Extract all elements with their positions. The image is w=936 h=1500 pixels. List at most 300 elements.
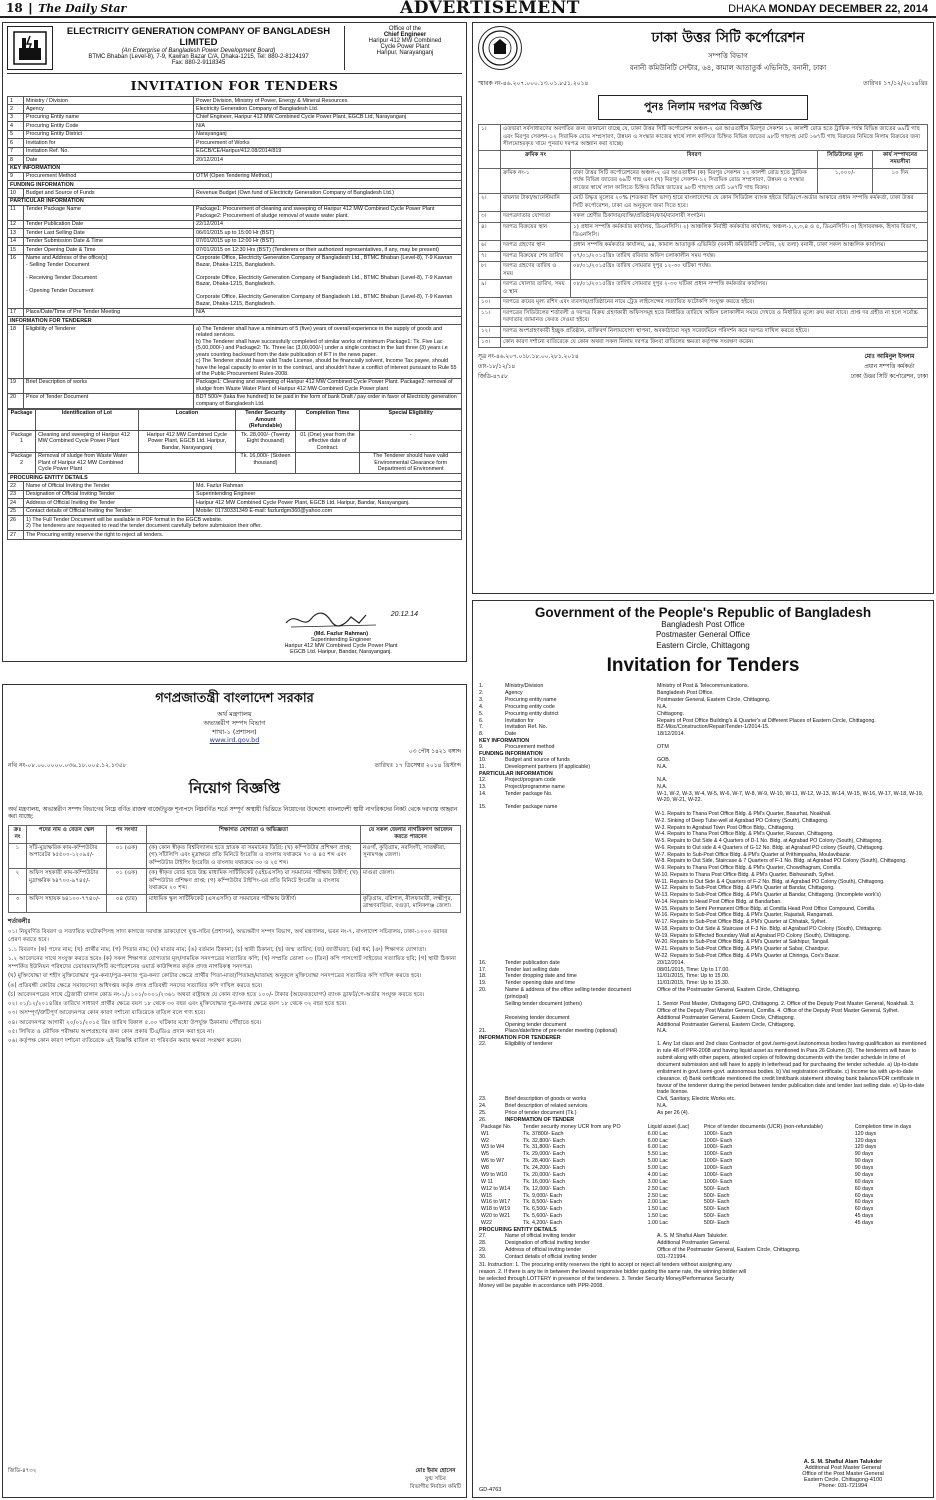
table-row	[479, 308, 928, 326]
row-label: Tender package name	[505, 804, 558, 811]
ref-line: সূত্র নং-৪৬.২০৭.০১৮.১৮.০০.২৮১.২০১৪	[478, 354, 579, 361]
table-row	[479, 262, 928, 280]
column-header: Completion time in days	[854, 1123, 912, 1130]
row-label: Tender package No.	[505, 790, 553, 797]
row-value: Office of the Postmaster General, Eastern Circle, Chittagong.	[657, 987, 801, 994]
row-value: OTM (Open Tendering Method.)	[194, 172, 462, 180]
row-label: Invitation for	[505, 717, 534, 724]
column-header: Tender Security Amount (Refundable)	[236, 409, 296, 430]
row-number: 26	[8, 516, 24, 531]
signatory-name: মোঃ ইমাম হোসেন	[415, 1468, 456, 1474]
row-value: Procurement of Works	[194, 139, 462, 147]
row-label: দরপত্র গ্রহণের স্থান	[501, 241, 571, 252]
row-label: Invitation Ref. No.	[505, 724, 548, 731]
section-heading: INFORMATION FOR TENDERER	[479, 1035, 561, 1042]
table-cell: 6.00 Lac	[647, 1130, 668, 1137]
ird-intro: অর্থ মন্ত্রণালয়, অভ্যন্তরীণ সম্পদ বিভাগের নিম্নে বর্ণিত রাজস্ব বাজেটভুক্ত শূন্যপদে নিম্নবর্ণিত শর্তে সম্পূর্ণ অস্থায়ী ভিত্তিতে নিয়োগের উদ্দেশ্যে বাংলাদেশী স্থায়ী নাগরিকদের নিকট থেকে দরখাস্ত আহ্বান করা যাচ্ছে:	[8, 807, 458, 821]
condition-item: (চ) আবেদনপত্রের সাথে ট্রেজারী চালান কোড নং-১/১১০১/০০০১/২৩৬১ অথবা রাষ্ট্রায়ত্ত যে কোন ব্যাংক হতে ১০০/- টাকার (অফেরতযোগ্য) ব্যাংক ড্রাফট/পে-অর্ডার সংযুক্ত করতে হবে।	[8, 991, 425, 998]
separator: |	[28, 1, 33, 15]
row-value: N.A.	[657, 1103, 668, 1110]
row-label: Procuring Entity District	[24, 130, 194, 138]
ird-date-bn: ০৩ পৌষ ১৪২১ বঙ্গাব্দ	[408, 749, 461, 756]
row-value: Haripur 412 MW Combined Cycle Power Plant, EGCB Ltd. Haripur, Bandar, Narayanganj.	[194, 499, 462, 507]
page-number: 18	[6, 1, 23, 15]
table-cell: 1000/- Each	[703, 1137, 733, 1144]
row-label: Tender Package Name	[24, 205, 194, 220]
table-row	[479, 1186, 927, 1193]
row-number: 28.	[479, 1239, 487, 1246]
row-value: Chittagong.	[657, 710, 685, 717]
row-value: Ministry of Post & Telecommunications.	[657, 683, 750, 690]
package-item: W-9. Repairs to Thana Post Office Bldg. & PM's Quarter, Chowdhagram, Comilla.	[655, 865, 842, 872]
row-number: 18.	[479, 973, 487, 980]
ird-notice-title: নিয়োগ বিজ্ঞপ্তি	[188, 779, 281, 798]
package-item: W-5. Repairs to Out Side & 4 Quarters of D-1 No. Bldg. at Agrabad PO Colony (South), Chittagong.	[655, 838, 883, 845]
post-government: Government of the People's Republic of Bangladesh	[534, 605, 872, 620]
package-item: W-2. Sinking of Deep Tube-well at Agrabad PO Colony (South), Chittagong.	[655, 817, 829, 824]
row-value: a) The Tenderer shall have a minimum of 5 (five) years of overall experience in the supply of goods and related services. b) The Tenderer shall have successfully completed of similar works of minimum Package1: Tk. Five Lac (5,00,000/-) and Package2: Tk. Three lac (3,00,000/-) under a single contract in the last three (3) years i.e years counting backward from the date publication of IFT in the news paper. c) The Tenderer should have valid Trade License, should be financially solvent, Income Tax payee, should have the legal capacity to enter in to the contract, and shouldn't have a conflict of interest pursuant to Rule 55 of the Public Procurement Rules-2008.	[194, 325, 462, 379]
table-row	[479, 168, 928, 194]
row-number: 7.	[479, 724, 484, 731]
row-value: প্রধান সম্পত্তি কর্মকর্তার কার্যালয়, ৬৪, কামাল আতাতুর্ক এভিনিউ (বনানী কমিউনিটি সেন্টার, ২য় তলা) বনানী, ঢাকা সকল আঞ্চলিক কার্যালয়।	[571, 241, 928, 252]
info-grid	[479, 1096, 927, 1117]
row-label: Place/Date/Time of Pre Tender Meeting	[24, 308, 194, 316]
office-of-chief-engineer	[344, 26, 462, 70]
table-cell: 1000/- Each	[703, 1165, 733, 1172]
table-row	[479, 241, 928, 252]
row-value: As per 26 (4).	[657, 1110, 690, 1117]
row-number: 15.	[479, 804, 487, 811]
table-row	[8, 482, 462, 490]
table-row	[8, 147, 462, 155]
row-number: 1.	[479, 683, 484, 690]
table-cell: 500/- Each	[703, 1213, 730, 1220]
row-value: Package1: Cleaning and sweeping of Haripur 412 MW Combined Cycle Power Plant. Package2: removal of sludge from Waste Water Plant of Haripur 412 MW Combined Cycle Power plant	[194, 378, 462, 393]
column-header: Package No.	[481, 1123, 512, 1130]
dncc-header	[478, 26, 928, 74]
row-number: 5	[8, 130, 24, 138]
row-label: Selling tender document (others)	[505, 1000, 582, 1007]
table-cell: ০৪ (চার)	[107, 894, 147, 912]
row-value: 20/12/2014.	[657, 959, 685, 966]
table-cell: 3.00 Lac	[647, 1178, 668, 1185]
table-cell: 1.00 Lac	[647, 1220, 668, 1227]
table-cell: W8	[481, 1165, 489, 1172]
table-row	[8, 246, 462, 254]
table-row	[8, 393, 462, 408]
table-cell: 120 days	[854, 1137, 877, 1144]
row-value: GOB.	[657, 757, 671, 764]
table-cell: মাগুরা জেলা।	[361, 869, 461, 895]
dncc-signature	[851, 352, 928, 382]
office-line: Chief Engineer	[383, 32, 427, 38]
row-value: N.A.	[657, 703, 668, 710]
table-row	[479, 337, 928, 348]
row-number: ১০।	[479, 298, 501, 309]
table-cell: W18 to W19	[481, 1206, 511, 1213]
info-grid	[479, 744, 927, 751]
section-heading: PARTICULAR INFORMATION	[479, 770, 553, 777]
row-value: 1. Senior Post Master, Chittagong GPO, Chittagong. 2. Office of the Deputy Post Master General, Noakhali. 3. Office of the Deputy Post Master General, Comilla. 4. Office of the Deputy Post Master General, Sylhet.	[657, 1000, 915, 1014]
column-header: ক্রঃ নং	[9, 825, 27, 843]
ird-branch: শাখা-১ (প্রশাসন)	[212, 727, 257, 736]
dncc-emblem	[478, 26, 522, 70]
table-row	[8, 516, 462, 531]
table-cell: W9 to W10	[481, 1171, 508, 1178]
intro-text: এতদ্বারা সর্বসাধারণের অবগতির জন্য জানানো যাচ্ছে যে, ঢাকা উত্তর সিটি কর্পোরেশন অঞ্চল-২ এর আওতাধীন মিরপুর সেকশন ১২ কালশী রোড হতে ট্রাফিক পর্যন্ত বিভিন্ন জাতের ৬৯টি গাছ এবং মিরপুর সেকশন-১২ সিরামিক রোড সম্প্রসারণ, উন্নয়ন ও সংস্কার কাজের স্বার্থে লাল কালিতে চিহ্নিত বিভিন্ন জাতের ৯৮টি গাছসহ মোট ১৬৭টি গাছ বিক্রয়ের নিমিত্তে নিলাম বিক্রয়ের জন্য সীলমোহরকৃত খামে পুনরায় দরপত্র আহ্বান করা যাচ্ছে।	[501, 125, 928, 151]
table-row	[479, 1131, 927, 1138]
egcb-table-key	[7, 172, 462, 181]
column-header: পদ সংখ্যা	[107, 825, 147, 843]
table-cell: মাধ্যমিক স্কুল সার্টিফিকেট (এসএসসি) বা সমমানের পরীক্ষায় উত্তীর্ণ।	[147, 894, 361, 912]
table-cell: W2	[481, 1137, 489, 1144]
table-row	[8, 130, 462, 138]
row-number: 22	[8, 482, 24, 490]
row-value: BDT 500/= (taka five hundred) to be paid in the form of bank Draft / pay order in favor of Electricity generation company of Bangladesh Ltd.	[194, 393, 462, 408]
row-number: 2	[8, 105, 24, 113]
post-body	[479, 683, 927, 1290]
section-heading: KEY INFORMATION	[7, 165, 462, 172]
egcb-package-table	[7, 409, 462, 474]
table-cell: W22	[481, 1220, 492, 1227]
table-row	[479, 1213, 927, 1220]
signatory-line: EGCB Ltd. Haripur, Bandar, Narayanganj.	[290, 649, 392, 655]
package-item: W-3. Repairs to Agrabad Town Post Office Bldg., Chittagong.	[655, 824, 795, 831]
table-cell: Package 2	[8, 452, 36, 473]
table-cell: ৩	[9, 894, 27, 912]
row-label: Procuring Entity name	[24, 113, 194, 121]
table-cell: 1000/- Each	[703, 1178, 733, 1185]
column-header: Location	[138, 409, 235, 430]
condition-item: ০৫। লিখিত ও মৌখিক পরীক্ষায় অংশগ্রহণের জন্য কোন প্রকার টিএ/ডিএ প্রদান করা হবে না।	[8, 1028, 215, 1035]
row-label: Tender Opening Date & Time	[24, 246, 194, 254]
row-label: Price of tender document (Tk.)	[505, 1110, 577, 1117]
condition-item: ০৪। আবেদনপত্র আগামী ২০/০১/২০১৫ খ্রিঃ তারিখ বিকাল ৫.০০ ঘটিকার মধ্যে উপর্যুক্ত ঠিকানায় পৌঁছাতে হবে।	[8, 1019, 262, 1026]
row-number: ২।	[479, 194, 501, 212]
row-number: 8.	[479, 731, 484, 738]
package-item: W-18. Repairs to Out Side & Staircase of F-3 No. Bldg. at Agrabad PO Colony (South), Chittagong.	[655, 925, 883, 932]
table-cell: 01 (One) year from the effective date of Contract.	[295, 431, 360, 452]
row-number: 27	[8, 531, 24, 539]
table-cell: 90 days	[854, 1171, 874, 1178]
package-list	[655, 811, 927, 960]
row-value: দরপত্রে ক্রয়ের মূল্য রশিদ এবং ব্যবসায়/প্রতিষ্ঠানের নামে ট্রেড লাইসেন্সের সত্যায়িত ফটোকপি সংযুক্ত করতে হইবে।	[501, 298, 928, 309]
row-value: Postmaster General, Eastern Circle, Chittagong.	[657, 696, 771, 703]
row-number: ৬।	[479, 241, 501, 252]
row-value: Mobile: 01730331349 E-mail: fazlurdgm360@yahoo.com	[194, 507, 462, 515]
office-line: Office of the	[388, 26, 422, 32]
egcb-table-procuring	[7, 481, 462, 539]
package-item: W-8. Repairs to Out Side, Staircase & 7 Quarters of F-1 No. Bldg. at Agrabad PO Colony (South), Chittagong.	[655, 858, 907, 865]
row-number: 10.	[479, 757, 487, 764]
table-row	[479, 1138, 927, 1145]
row-label: Budget and Source of Funds	[24, 189, 194, 197]
dncc-table	[478, 124, 928, 348]
city-emblem-icon	[481, 29, 519, 67]
row-label: Budget and source of funds	[505, 757, 570, 764]
gd-number: জিডি-৪৭৩২	[8, 1468, 37, 1474]
row-value: 20/12/2014	[194, 156, 462, 164]
package-item: W-14. Repairs to Head Post Office Bldg. at Bandarban.	[655, 898, 782, 905]
table-cell: 1.50 Lac	[647, 1206, 668, 1213]
company-subtitle: (An Enterprise of Bangladesh Power Development Board)	[121, 48, 276, 54]
row-value: 031-721994.	[657, 1253, 687, 1260]
row-label: Place/date/time of pre-tender meeting (optional)	[505, 1028, 618, 1035]
table-row	[8, 105, 462, 113]
signatory-line: Additional Post Master General	[804, 1465, 882, 1471]
table-cell: 45 days	[854, 1220, 874, 1227]
table-row	[8, 325, 462, 379]
table-cell: সাঁট-মুদ্রাক্ষরিক কাম-কম্পিউটার অপারেটর ৳৫৫০০-১২০৯৫/-	[27, 843, 107, 869]
table-cell: Haripur 412 MW Combined Cycle Power Plant, EGCB Ltd. Haripur, Bandar, Narayanganj	[138, 431, 235, 452]
table-cell: (ক) কোন স্বীকৃত বিশ্ববিদ্যালয় হতে স্নাতক বা সমমানের ডিগ্রি; (খ) কম্পিউটার প্রশিক্ষণ প্রাপ্ত; (গ) সাঁটলিপি এবং মুদ্রাক্ষরে প্রতি মিনিটে ইংরেজি ও বাংলায় যথাক্রমে ৭০ ও ৪৫ শব্দ এবং কম্পিউটার টাইপিং ইংরেজি ও বাংলায় যথাক্রমে ৩০ ও ২৫ শব্দ।	[147, 843, 361, 869]
row-number: ১৩।	[479, 337, 501, 348]
table-row	[479, 298, 928, 309]
row-value: Repairs of Post Office Building's & Quarter's at Different Places of Eastern Circle, Chittagong.	[657, 717, 876, 724]
table-cell: Tk. 32,800/- Each	[523, 1137, 565, 1144]
info-grid	[479, 683, 927, 738]
table-cell: 60 days	[854, 1206, 874, 1213]
column-header: Liquid asset (Lac)	[647, 1123, 690, 1130]
package-item: W-4. Repairs to Thana Post Office Bldg. & PM's Quarter, Raozan, Chittagong.	[655, 831, 834, 838]
table-cell: Tk. 16,000/- (Sixteen thousand)	[236, 452, 296, 473]
row-value: কোন কারণ দর্শানো ব্যতিরেকে যে কোন অথবা সকল নিলাম দরপত্র কিংবা বাতিলের ক্ষমতা কর্তৃপক্ষ সংরক্ষণ করেন।	[501, 337, 928, 348]
row-value: A. S. M Shafiul Alam Talukder.	[657, 1232, 728, 1239]
row-label: Contact details of official inviting tender	[505, 1253, 597, 1260]
table-cell: ক্রমিক নং-১	[501, 168, 571, 194]
table-row	[479, 223, 928, 241]
power-plant-icon	[10, 28, 50, 68]
ref-line: জিডি-৪৭৫৮	[478, 374, 508, 381]
row-value: Additional Postmaster General, Eastern Circle, Chittagong.	[657, 1021, 796, 1028]
office-line: Haripur, Narayanganj	[376, 50, 434, 56]
section-heading: INFORMATION OF TENDER	[505, 1116, 575, 1123]
row-number: ৮।	[479, 262, 501, 280]
row-value: Package1: Procurement of cleaning and sweeping of Haripur 412 MW Combined Cycle Power Plant Package2: Procurement of sludge removal of waste water plant.	[194, 205, 462, 220]
row-label: দরপত্র খোলার তারিখ, সময় ও স্থান	[501, 280, 571, 298]
table-cell: 5.50 Lac	[647, 1151, 668, 1158]
column-header: কার্য সম্পাদনের সময়সীমা	[873, 150, 928, 168]
row-value: Electricity Generation Company of Bangladesh Ltd.	[194, 105, 462, 113]
row-number: 19.	[479, 980, 487, 987]
table-cell: 500/- Each	[703, 1192, 730, 1199]
row-label: Tender Publication Date	[24, 220, 194, 228]
notice-title: পুনঃ নিলাম দরপত্র বিজ্ঞপ্তি	[598, 95, 808, 120]
package-item: W-20. Repairs to Sub-Post Office Bldg. & PM's Quarter at Sakhipur, Tangail.	[655, 939, 830, 946]
section-heading: PROCURING ENTITY DETAILS	[7, 474, 462, 481]
table-cell: 500/- Each	[703, 1199, 730, 1206]
signatory-org: ঢাকা উত্তর সিটি কর্পোরেশন, ঢাকা	[850, 374, 928, 381]
row-value: Bangladesh Post Office.	[657, 690, 714, 697]
table-row	[8, 531, 462, 539]
row-number: 6.	[479, 717, 484, 724]
row-value: N.A.	[657, 776, 668, 783]
row-value	[657, 1117, 927, 1124]
ird-website-link[interactable]: www.ird.gov.bd	[209, 736, 260, 745]
row-number: ১।	[479, 125, 501, 151]
row-number: ৭।	[479, 251, 501, 262]
table-row	[8, 189, 462, 197]
info-grid	[479, 1041, 927, 1096]
table-cell: Tk. 8,500/- Each	[523, 1199, 562, 1206]
column-header: Price of tender documents (UCR) (non-refundable)	[703, 1123, 823, 1130]
table-cell: নওগাঁ, কুড়িগ্রাম, নরসিংদী, সাতক্ষীরা, সুনামগঞ্জ জেলা।	[361, 843, 461, 869]
condition-item: ০২। ০১/১২/২০১৪খ্রিঃ তারিখে সাধারণ প্রার্থীর ক্ষেত্রে বয়স ১৮ থেকে ৩০ বছর এবং মুক্তিযোদ্ধার পুত্র-কন্যার ক্ষেত্রে বয়স ১৮ থেকে ৩২ বছর হতে হবে।	[8, 1001, 347, 1008]
row-number: 25.	[479, 1110, 487, 1117]
egcb-header	[7, 26, 462, 74]
table-cell: ১,০০০/-	[818, 168, 873, 194]
row-number: 11.	[479, 763, 486, 770]
table-row	[8, 205, 462, 220]
table-row	[8, 97, 462, 105]
table-cell: 60 days	[854, 1178, 874, 1185]
signatory-title: বিভাগীয় নির্বাচন কমিটি	[409, 1484, 461, 1490]
table-row	[479, 1193, 927, 1200]
row-number: 13.	[479, 783, 487, 790]
table-cell: 1000/- Each	[703, 1144, 733, 1151]
row-label: Name of Official Inviting the Tender	[24, 482, 194, 490]
table-row	[479, 1199, 927, 1206]
memo-date: তারিখঃ ১৭ ডিসেম্বর ২০১৪ খ্রিস্টাব্দ	[374, 762, 461, 770]
dncc-heading	[528, 26, 928, 74]
package-item: W-13. Repairs to Sub-Post Office Bldg. & PM's Quarter at Bandar, Chittagong. (Incomplete work's)	[655, 892, 881, 899]
row-number: 16	[8, 254, 24, 308]
section-heading: PARTICULAR INFORMATION	[7, 198, 462, 205]
section-heading: FUNDING INFORMATION	[7, 181, 462, 188]
ird-division: অভ্যন্তরীণ সম্পদ বিভাগ	[203, 718, 266, 727]
signatory-name: A. S. M. Shafiul Alam Talukder	[803, 1459, 883, 1465]
table-cell: কুড়িগ্রাম, বরিশাল, নীলফামারী, লক্ষ্মীপুর, ব্রাহ্মণবাড়িয়া, বগুড়া, মানিকগঞ্জ জেলা।	[361, 894, 461, 912]
row-number: 11	[8, 205, 24, 220]
table-row	[479, 280, 928, 298]
table-row	[8, 220, 462, 228]
table-cell: ঢাকা উত্তর সিটি কর্পোরেশনের অঞ্চল-২ এর আওতাধীন (ক) মিরপুর সেকশন ১২ কালশী রোড হতে ট্রাফিক পর্যন্ত বিভিন্ন জাতের ৬৯টি গাছ এবং (খ) মিরপুর সেকশন-১২ সিরামিক রোড সম্প্রসারণ, উন্নয়ন ও সংস্কার কাজের স্বার্থে লাল কালিতে চিহ্নিত বিভিন্ন জাতের ৯৮টি গাছসহ মোট ১৬৭টি গাছ বিক্রয়।	[571, 168, 818, 194]
ird-memo-row	[8, 760, 461, 771]
dncc-address: বনানী কমিউনিটি সেন্টার, ৬৪, কামাল আতাতুর্ক এভিনিউ, বনানী, ঢাকা	[629, 64, 827, 72]
table-row	[479, 1144, 927, 1151]
egcb-logo	[7, 26, 53, 70]
row-label: Brief Description of works	[24, 378, 194, 393]
post-signature	[763, 1459, 923, 1489]
signatory-name: মোঃ আমিনুল ইসলাম	[864, 354, 915, 361]
ird-signature	[410, 1468, 461, 1492]
table-cell: 4.00 Lac	[647, 1171, 668, 1178]
table-cell: 1000/- Each	[703, 1151, 733, 1158]
signatory-line: Eastern Circle, Chittagong-4100	[803, 1477, 883, 1483]
row-value: OTM	[657, 744, 669, 751]
condition-item: (ঘ) মুক্তিযোদ্ধা বা শহীদ মুক্তিযোদ্ধার পুত্র-কন্যা/পুত্র-কন্যার পুত্র-কন্যা কোটার ক্ষেত্রে প্রার্থীর পিতা-মাতা/পিতামহ/মাতামহ অনুকূলে মুক্তিযোদ্ধা সনদপত্রের সত্যায়িত কপি দাখিল করতে হবে।	[8, 973, 422, 980]
table-cell: 1.50 Lac	[647, 1213, 668, 1220]
egcb-table-particular	[7, 205, 462, 317]
table-header-row	[479, 1124, 927, 1131]
row-value: Superintending Engineer	[194, 490, 462, 498]
table-cell: W5	[481, 1151, 489, 1158]
column-header: Identification of Lot	[36, 409, 139, 430]
column-header: পদের নাম ও বেতন স্কেল	[27, 825, 107, 843]
table-row	[8, 156, 462, 164]
row-value	[657, 804, 927, 811]
info-grid	[479, 777, 927, 811]
column-header: শিক্ষাগত যোগ্যতা ও অভিজ্ঞতা	[147, 825, 361, 843]
table-row	[8, 139, 462, 147]
row-value: N/A	[194, 122, 462, 130]
condition-item: ১.২ আবেদনের সাথে সংযুক্ত করতে হবেঃ (ক) সকল শিক্ষাগত যোগ্যতার মূল/সাময়িক সনদপত্রের সত্যায়িত কপি; (খ) সম্প্রতি তোলা ০৩ (তিন) কপি পাসপোর্ট সাইজের সত্যায়িত ছবি; (গ) স্থায়ী ঠিকানা সম্পর্কিত ইউনিয়ন পরিষদের চেয়ারম্যান/সিটি কর্পোরেশনের ওয়ার্ড কাউন্সিলর কর্তৃক প্রদত্ত নাগরিকত্ব সনদপত্র।	[8, 955, 456, 971]
table-cell: Tk. 9,000/- Each	[523, 1192, 562, 1199]
row-number: 23	[8, 490, 24, 498]
row-label: দরপত্র গ্রহণের তারিখ ও সময়	[501, 262, 571, 280]
row-label: Procuring entity district	[505, 710, 559, 717]
egcb-table-tenderer	[7, 324, 462, 409]
table-cell: 1000/- Each	[703, 1171, 733, 1178]
table-cell: W20 to W21	[481, 1213, 511, 1220]
row-number: 2.	[479, 690, 484, 697]
package-item: W-7. Repairs to Sub-Post Office Bldg. & PM's Quarter at Prithimpasha, Moulavibazar.	[655, 851, 851, 858]
row-value: Md. Fazlur Rahman	[194, 482, 462, 490]
info-grid	[479, 1117, 927, 1124]
table-row	[479, 327, 928, 338]
row-value: Revenue Budget (Own fund of Electricity Generation Company of Bangladesh Ltd.)	[194, 189, 462, 197]
table-row	[479, 1151, 927, 1158]
table-cell: Tk. 28,400/- Each	[523, 1158, 565, 1165]
table-cell: Removal of sludge from Waste Water Plant of Haripur 412 MW Combined Cycle Power Plant	[36, 452, 139, 473]
row-label: Procuring Entity Code	[24, 122, 194, 130]
column-header: Special Eligibility	[360, 409, 462, 430]
package-item: W-11. Repairs to Out Side & 4 Quarters of F-2 No. Bldg. at Agrabad PO Colony (South), Chittagong.	[655, 878, 885, 885]
egcb-table-general	[7, 96, 462, 165]
row-label: Procurement method	[505, 744, 555, 751]
info-grid	[479, 757, 927, 771]
row-value: N.A.	[657, 1028, 668, 1035]
row-value: সকল শ্রেণীর ঠিকাদার/ব্যক্তি/প্রতিষ্ঠান/ফার্ম/ব্যবসায়ী সংগঠন।	[571, 212, 928, 223]
row-label: Invitation for	[24, 139, 194, 147]
table-cell: অফিস সহকারী কাম-কম্পিউটার মুদ্রাক্ষরিক ৳৪৭০০-৯৭৪৫/-	[27, 869, 107, 895]
column-header: Package	[8, 409, 36, 430]
signatory-line: Office of the Post Master General	[802, 1471, 884, 1477]
condition-item: ০৬। কর্তৃপক্ষ কোন কারণ দর্শানো ব্যতিরেকে এই বিজ্ঞপ্তি বাতিল বা পরিবর্তন করার ক্ষমতা সংরক্ষণ করেন।	[8, 1038, 242, 1045]
egcb-table-funding	[7, 188, 462, 197]
table-cell: Package 1	[8, 431, 36, 452]
row-value: Office of the Postmaster General, Eastern Circle, Chittagong.	[657, 1246, 801, 1253]
row-number: 9	[8, 172, 24, 180]
package-item: W-1. Repairs to Thana Post Office Bldg. & PM's Quarter, Basurhat, Noakhali.	[655, 811, 832, 818]
table-cell: Tk. 20,000/- Each	[523, 1171, 565, 1178]
row-value: 22/12/2014	[194, 220, 462, 228]
package-item: W-21. Repairs to Sub-Post Office Bldg. & PM's Quarter at Sabar, Chandpur.	[655, 946, 830, 953]
table-cell: W 11	[481, 1178, 493, 1185]
package-item: W-19. Repairs to Effected Boundary Wall at Agrabad PO Colony (South), Chittagong.	[655, 932, 851, 939]
column-header: Tender security money UCR from any PO	[523, 1123, 621, 1130]
post-office-line: Eastern Circle, Chittagong	[656, 640, 750, 650]
egcb-tender-ad	[2, 22, 467, 662]
row-number: 17.	[479, 966, 487, 973]
row-label: Designation of Official Inviting Tender	[24, 490, 194, 498]
row-value: BZ-Misc/Construction/Repair/Tender-1/2014-15.	[657, 724, 770, 731]
table-cell: 6.00 Lac	[647, 1144, 668, 1151]
table-row	[9, 894, 461, 912]
egcb-company-block	[57, 26, 340, 70]
row-number: 14.	[479, 790, 487, 797]
package-item: W-6. Repairs to Out side & 4 Quarters of G-12 No. Bldg. at Agrabad PO colony (South), Chittagong.	[655, 844, 884, 851]
table-cell: 90 days	[854, 1165, 874, 1172]
post-office-line: Bangladesh Post Office	[661, 620, 745, 629]
table-cell: The Tenderer should have valid Environmental Clearance form Department of Environment	[360, 452, 462, 473]
table-row	[8, 308, 462, 316]
row-label: দরপত্রদাতার যোগ্যতা	[501, 212, 571, 223]
row-label: Eligibility of Tenderer	[24, 325, 194, 379]
table-cell	[295, 452, 360, 473]
row-value: মোট উদ্ধৃত মূল্যের ২০% (শতকরা বিশ ভাগ) হারে বাংলাদেশের যে কোন সিডিউল ব্যাংক হইতে বিডি/পে-অর্ডার আকারে প্রধান সম্পত্তি কর্মকর্তা, ঢাকা উত্তর সিটি কর্পোরেশন, ঢাকা এর অনুকূলে জমা দিতে হবে।	[571, 194, 928, 212]
table-cell: 120 days	[854, 1130, 877, 1137]
